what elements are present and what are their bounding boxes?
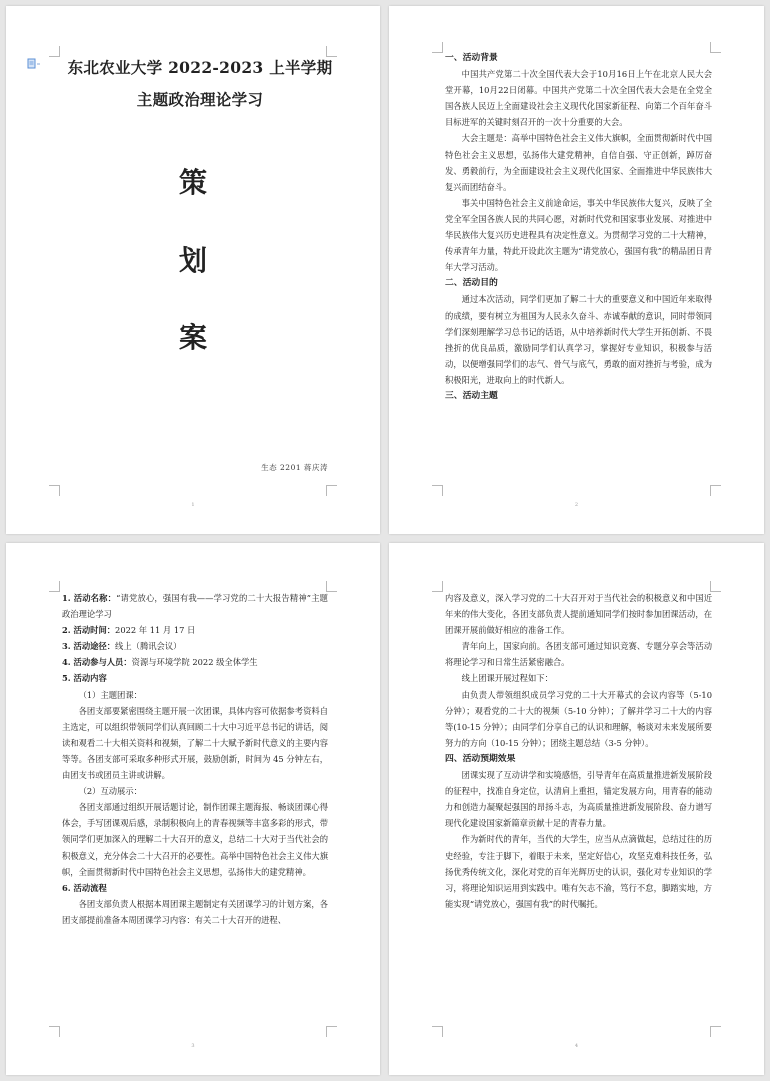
cover-title-line-2: 主题政治理论学习 [136,90,264,109]
activity-name-item [62,590,328,622]
activity-process-item [62,880,328,896]
section-heading-background: 一、活动背景 [445,53,498,63]
item-value: 线上（腾讯会议） [115,641,182,652]
paragraph: 通过本次活动，同学们更加了解二十大的重要意义和中国近年来取得的成绩，要有树立为祖国为人民永久奋斗、赤诚奉献的意识，同时带领同学们深刻理解学习总书记的话语，从中培养新时代大学生开拓创新、不畏挫折的优良品质，激励同学们认真学习，掌握好专业知识，积极参与活动，以便增强同学们的志气、骨气与底气，勇敢的面对挫折与考验，成为积极阳光，进取向上的时代新人。 [445,294,712,385]
margin-mark [710,1026,721,1037]
margin-mark [49,1026,60,1037]
paragraph: 事关中国特色社会主义前途命运，事关中华民族伟大复兴，反映了全党全军全国各族人民的共同心愿，对新时代党和国家事业发展、对推进中华民族伟大复兴历史进程具有决定性意义。为贯彻学习党的二十大精神，传承青年力量，特此开设此次主题为“请党放心，强国有我”的精品团日青年大学习活动。 [445,197,712,273]
page-2-body [445,50,712,404]
paragraph: 作为新时代的青年，当代的大学生，应当从点滴做起，总结过往的历史经验，专注于脚下，着眼于未来，坚定好信心，攻坚克难科技任务，弘扬优秀传统文化，深化对党的百年光辉历史的认识，强化对专业知识的学习，将理论知识运用到实践中。唯有矢志不渝，笃行不怠，脚踏实地，方能实现“请党放心，强国有我”的时代嘱托。 [445,834,712,909]
page-number: 4 [574,1043,579,1049]
section-heading-purpose: 二、活动目的 [445,278,498,289]
paragraph-continued: 内容及意义，深入学习党的二十大召开对于当代社会的积极意义和中国近年来的伟大变化，各团支部负责人提前通知同学们按时参加团课活动，在团课开展前做好相应的准备工作。 [445,593,712,636]
activity-content-item [62,670,328,686]
section-heading-theme: 三、活动主题 [445,390,498,401]
item-label: 3. 活动途径： [62,641,116,652]
margin-mark [432,1026,443,1037]
page-4-body [445,590,712,912]
cover-char-hua: 划 [178,244,207,277]
page-number: 3 [191,1043,195,1049]
paragraph: 青年向上，国家向前。各团支部可通过知识竞赛、专题分享会等活动将理论学习和日常生活紧密融合。 [445,641,712,668]
page-1-cover [6,6,380,534]
margin-mark [326,1026,337,1037]
margin-mark [432,485,443,496]
cover-char-an: 案 [178,321,207,354]
paragraph: 线上团课开展过程如下： [461,673,553,684]
item-label: 4. 活动参与人员： [62,657,132,668]
paragraph: 中国共产党第二十次全国代表大会于10月16日上午在北京人民大会堂开幕，10月22日闭幕。中国共产党第二十次全国代表大会是在全党全国各族人民迈上全面建设社会主义现代化国家新征程、向第二个百年奋斗目标进军的关键时刻召开的一次十分重要的大会。 [445,69,712,128]
cover-title-line-1: 东北农业大学 2022-2023 上半学期 [67,58,333,77]
margin-mark [710,485,721,496]
margin-mark [326,485,337,496]
activity-participants-item [62,654,328,670]
page-number: 2 [574,502,579,508]
item-label: 6. 活动流程 [62,882,107,893]
item-label: 5. 活动内容 [62,673,107,684]
page-3-body [62,590,328,928]
item-value: 资源与环境学院 2022 级全体学生 [131,657,258,668]
document-anchor-icon[interactable] [27,58,41,70]
paragraph: 各团支部通过组织开展话题讨论，制作团课主题海报、畅谈团课心得体会，手写团课观后感，录制积极向上的青春视频等丰富多彩的形式，带领同学们更加深入的理解二十大召开的意义，总结二十大对于当代社会的积极意义，充分体会二十大召开的必要性。高举中国特色社会主义伟大旗帜，全面贯彻新时代中国特色社会主义思想，弘扬伟大的建党精神。 [62,802,328,877]
paragraph: 由负责人带领组织成员学习党的二十大开幕式的会议内容等（5-10 分钟）；观看党的二十大的视频（5-10 分钟）；了解并学习二十大的内容等(10-15 分钟）；由同学们分享自己的认识和理解，畅谈对未来发展所要努力的方向（10-15 分钟）；团绕主题总结（3-5 分钟）。 [445,689,712,748]
paragraph: 大会主题是：高举中国特色社会主义伟大旗帜，全面贯彻新时代中国特色社会主义思想，弘扬伟大建党精神，自信自强、守正创新，踔厉奋发、勇毅前行，为全面建设社会主义现代化国家、全面推进中华民族伟大复兴而团结奋斗。 [445,133,712,192]
item-value: 2022 年 11 月 17 日 [115,625,196,636]
margin-mark [49,485,60,496]
page-3 [6,543,380,1075]
section-heading-effect: 四、活动预期效果 [445,753,516,764]
page-2 [389,6,764,534]
paragraph: 各团支部要紧密围绕主题开展一次团课，具体内容可依据参考资料自主选定，可以组织带领同学们认真回顾二十大中习近平总书记的讲话，阅读和观看二十大相关资料和视频，了解二十大赋予新时代意义的主要内容等等。各团支部可采取多种形式开展，鼓励创新，时间为 45 分钟左右，由团支书或团员主讲或讲解。 [62,705,328,781]
page-number: 1 [191,502,195,508]
paragraph: 团课实现了互动讲学和实境感悟，引导青年在高质量推进新发展阶段的征程中，找准自身定位，认清肩上重担，锚定发展方向，用青春的能动力和创造力凝聚起强国的昂扬斗志，为高质量推进新发展阶段、奋力谱写现代化建设国家新篇章贡献十足的青春力量。 [445,770,712,829]
author-name: 生态 2201 蒋庆涛 [261,463,328,472]
activity-channel-item [62,638,328,654]
subheading-interactive: （2）互动展示： [78,786,142,797]
cover-char-ce: 策 [178,166,207,199]
item-value: “请党放心，强国有我——学习党的二十大报告精神”主题政治理论学习 [62,593,328,620]
activity-time-item [62,622,328,638]
margin-mark [432,42,443,53]
page-4 [389,543,764,1075]
subheading-theme-class: （1）主题团课： [78,689,142,700]
item-label: 1. 活动名称： [62,593,117,603]
margin-mark [49,581,60,592]
paragraph: 各团支部负责人根据本周团课主题制定有关团课学习的计划方案，各团支部提前准备本周团课学习内容：有关二十大召开的进程、 [62,898,328,925]
margin-mark [432,581,443,592]
item-label: 2. 活动时间： [62,625,116,636]
